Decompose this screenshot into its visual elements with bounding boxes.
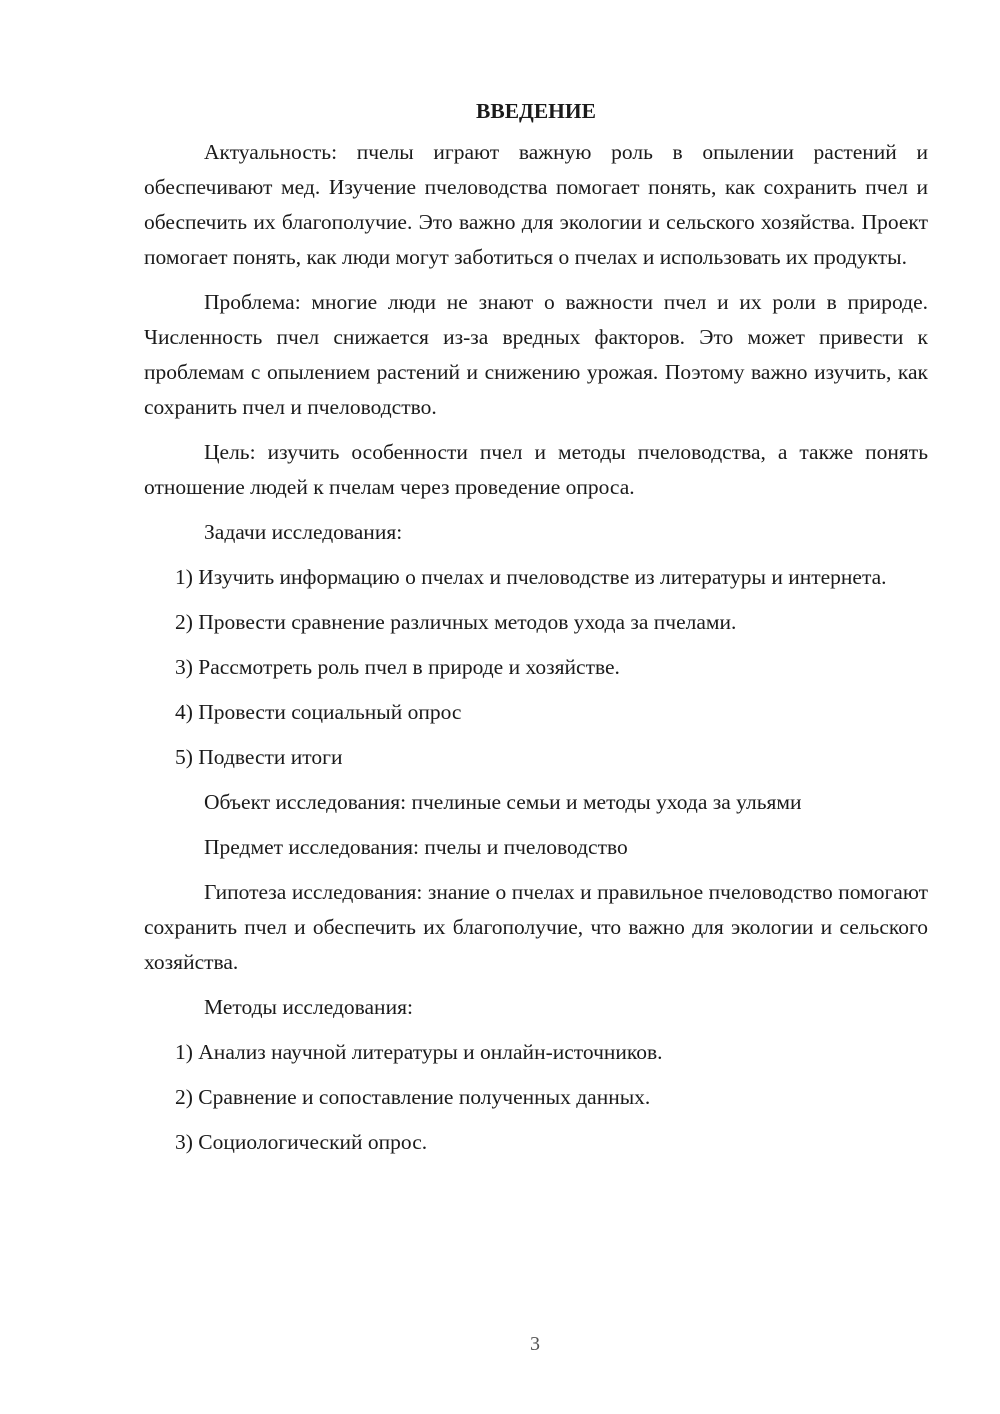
research-subject: Предмет исследования: пчелы и пчеловодство bbox=[204, 835, 628, 859]
page-number: 3 bbox=[530, 1333, 540, 1355]
problem-paragraph: Проблема: многие люди не знают о важности пчел и их роли в природе. Численность пчел снижается из-за вредных факторов. Это может привести к проблемам с опылением растений и снижению урожая. Поэтому важно изучить, как сохранить пчел и пчеловодство. bbox=[144, 290, 928, 419]
relevance-paragraph: Актуальность: пчелы играют важную роль в опылении растений и обеспечивают мед. Изучение пчеловодства помогает понять, как сохранить пчел и обеспечить их благополучие. Это важно для экологии и сельского хозяйства. Проект помогает понять, как люди могут заботиться о пчелах и использовать их продукты. bbox=[144, 140, 928, 269]
methods-heading: Методы исследования: bbox=[204, 995, 413, 1019]
hypothesis-paragraph: Гипотеза исследования: знание о пчелах и правильное пчеловодство помогают сохранить пчел и обеспечить их благополучие, что важно для экологии и сельского хозяйства. bbox=[144, 880, 928, 974]
goal-paragraph: Цель: изучить особенности пчел и методы пчеловодства, а также понять отношение людей к пчелам через проведение опроса. bbox=[144, 440, 928, 499]
method-item-3: 3) Социологический опрос. bbox=[175, 1130, 428, 1154]
method-item-2: 2) Сравнение и сопоставление полученных данных. bbox=[175, 1085, 651, 1109]
task-item-4: 4) Провести социальный опрос bbox=[175, 700, 462, 724]
task-item-1: 1) Изучить информацию о пчелах и пчеловодстве из литературы и интернета. bbox=[175, 565, 887, 589]
task-item-3: 3) Рассмотреть роль пчел в природе и хозяйстве. bbox=[175, 655, 620, 679]
document-title: ВВЕДЕНИЕ bbox=[476, 99, 596, 123]
task-item-2: 2) Провести сравнение различных методов ухода за пчелами. bbox=[175, 610, 737, 634]
document-page bbox=[144, 94, 928, 1170]
task-item-5: 5) Подвести итоги bbox=[175, 745, 343, 769]
tasks-heading: Задачи исследования: bbox=[204, 520, 403, 544]
research-object: Объект исследования: пчелиные семьи и методы ухода за ульями bbox=[204, 790, 802, 814]
method-item-1: 1) Анализ научной литературы и онлайн-источников. bbox=[175, 1040, 663, 1064]
